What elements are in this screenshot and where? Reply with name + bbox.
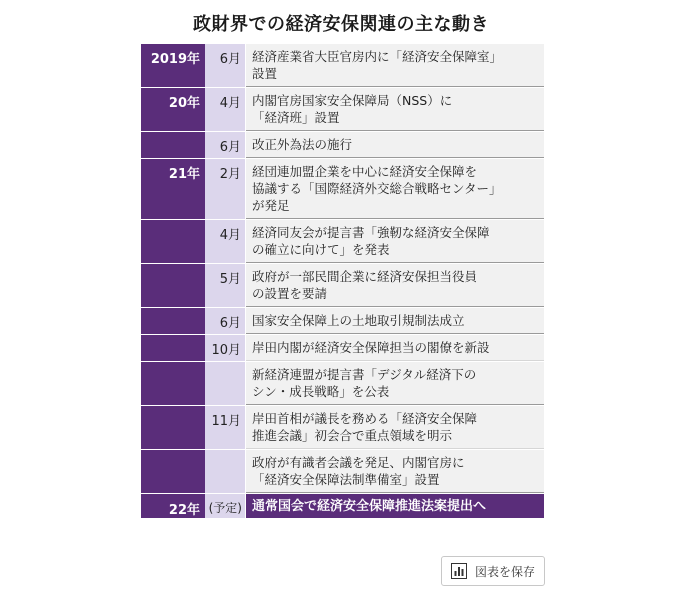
timeline-row <box>141 264 544 308</box>
timeline-row <box>141 406 544 450</box>
save-figure-label: 図表を保存 <box>474 564 535 579</box>
event-line: 経済産業省大臣官房内に「経済安全保障室」 <box>252 49 503 64</box>
event-line: 協議する「国際経済外交総合戦略センター」 <box>252 181 502 196</box>
timeline-row <box>141 220 544 264</box>
timeline-row <box>141 44 544 88</box>
event-line: の設置を要請 <box>252 286 328 301</box>
event-line: 政府が有識者会議を発足、内閣官房に <box>252 455 465 470</box>
event-cell <box>246 450 544 493</box>
footer-year-cell: 22年 <box>141 494 205 518</box>
event-cell <box>246 335 544 361</box>
event-line: が発足 <box>252 198 290 213</box>
event-line: 政府が一部民間企業に経済安保担当役員 <box>252 269 478 284</box>
event-line: 改正外為法の施行 <box>252 137 353 152</box>
year-cell <box>141 220 205 263</box>
event-line: 岸田内閣が経済安全保障担当の閣僚を新設 <box>252 340 490 355</box>
year-cell: 21年 <box>141 159 205 219</box>
timeline-table <box>141 44 544 518</box>
month-cell <box>205 362 246 405</box>
timeline-row <box>141 335 544 362</box>
event-cell <box>246 88 544 131</box>
year-cell <box>141 308 205 334</box>
event-line: 内閣官房国家安全保障局（NSS）に <box>252 93 453 108</box>
event-line: 「経済班」設置 <box>252 110 340 125</box>
month-cell: 2月 <box>205 159 246 219</box>
event-cell <box>246 44 544 87</box>
month-cell: 4月 <box>205 88 246 131</box>
save-figure-button[interactable] <box>441 556 545 586</box>
event-line: の確立に向けて」を発表 <box>252 242 390 257</box>
year-cell <box>141 335 205 361</box>
timeline-footer-row <box>141 494 544 518</box>
timeline-row <box>141 88 544 132</box>
timeline-row <box>141 159 544 220</box>
year-cell: 2019年 <box>141 44 205 87</box>
event-cell <box>246 220 544 263</box>
month-cell: 6月 <box>205 44 246 87</box>
timeline-row <box>141 132 544 159</box>
month-cell: 6月 <box>205 132 246 158</box>
page-title: 政財界での経済安保関連の主な動き <box>193 14 489 35</box>
event-line: 推進会議」初会合で重点領域を明示 <box>252 428 453 443</box>
timeline-row <box>141 308 544 335</box>
month-cell: 4月 <box>205 220 246 263</box>
month-cell <box>205 450 246 493</box>
footer-event-cell: 通常国会で経済安全保障推進法案提出へ <box>246 494 544 518</box>
timeline-row <box>141 362 544 406</box>
event-cell <box>246 159 544 219</box>
event-cell <box>246 264 544 307</box>
month-cell: 10月 <box>205 335 246 361</box>
event-line: シン・成長戦略」を公表 <box>252 384 390 399</box>
month-cell: 5月 <box>205 264 246 307</box>
event-line: 経団連加盟企業を中心に経済安全保障を <box>252 164 478 179</box>
month-cell: 11月 <box>205 406 246 449</box>
month-cell: 6月 <box>205 308 246 334</box>
year-cell <box>141 450 205 493</box>
footer-month-cell: (予定) <box>205 494 246 518</box>
event-cell <box>246 362 544 405</box>
event-cell <box>246 308 544 334</box>
year-cell <box>141 406 205 449</box>
event-line: 経済同友会が提言書「強靭な経済安全保障 <box>252 225 490 240</box>
year-cell <box>141 132 205 158</box>
year-cell <box>141 264 205 307</box>
year-cell: 20年 <box>141 88 205 131</box>
year-cell <box>141 362 205 405</box>
bar-chart-icon <box>451 563 467 579</box>
event-cell <box>246 132 544 158</box>
event-line: 国家安全保障上の土地取引規制法成立 <box>252 313 465 328</box>
event-line: 岸田首相が議長を務める「経済安全保障 <box>252 411 478 426</box>
event-line: 新経済連盟が提言書「デジタル経済下の <box>252 367 477 382</box>
timeline-row <box>141 450 544 493</box>
event-line: 設置 <box>252 66 278 81</box>
event-line: 「経済安全保障法制準備室」設置 <box>252 472 440 487</box>
event-cell <box>246 406 544 449</box>
